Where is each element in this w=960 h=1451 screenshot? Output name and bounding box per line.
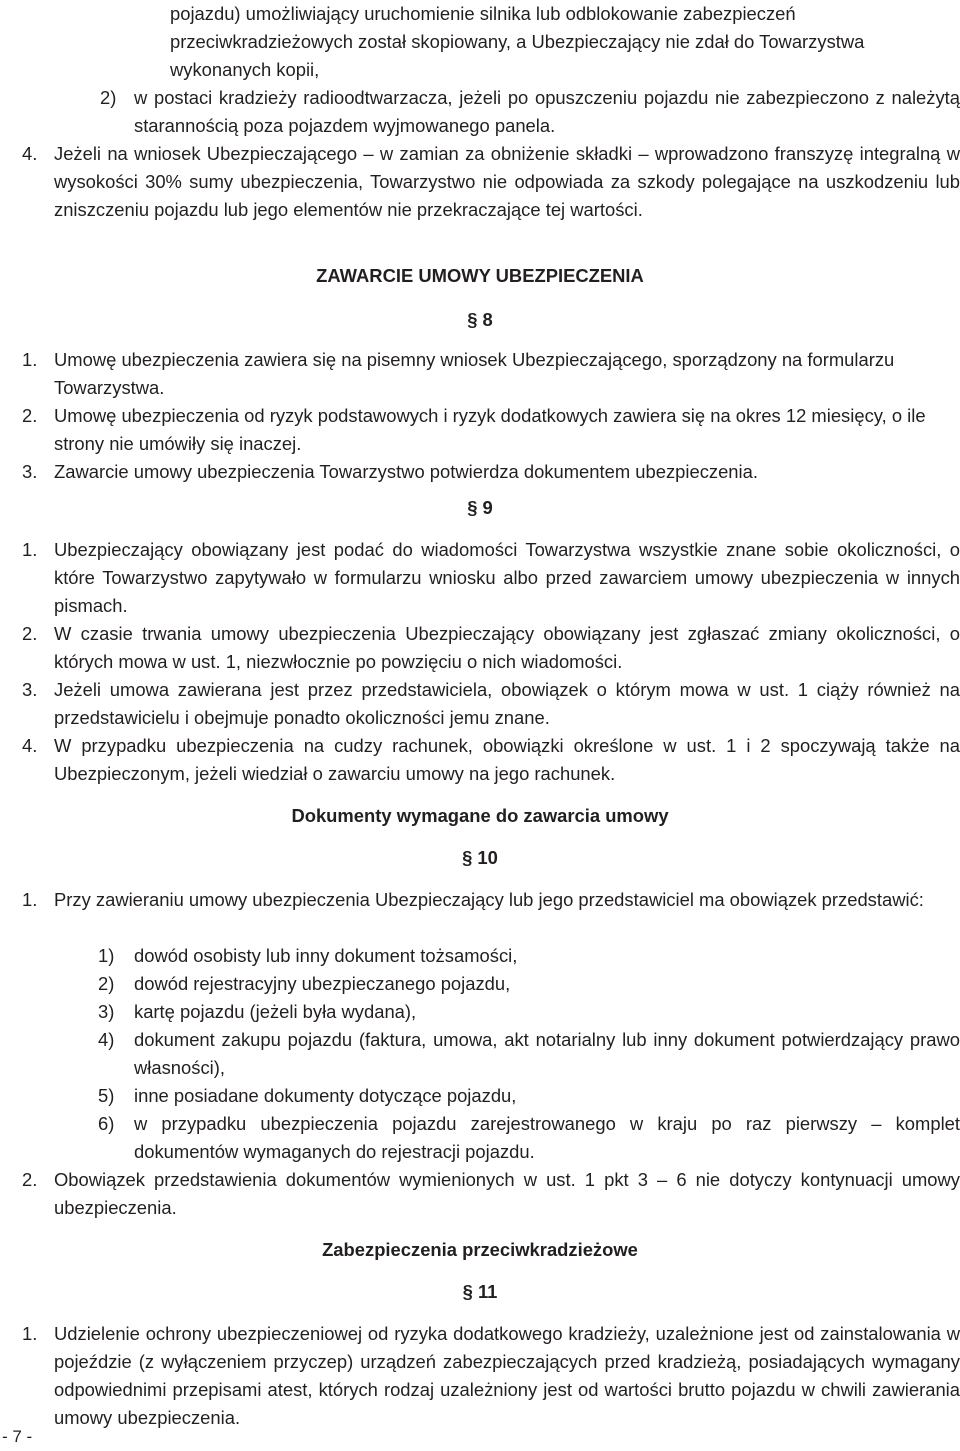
section-heading-dokumenty: Dokumenty wymagane do zawarcia umowy (291, 805, 669, 826)
item-number: 1. (22, 1323, 38, 1344)
item-number: 2. (22, 405, 38, 426)
item-text: W przypadku ubezpieczenia na cudzy rachunek, obowiązki określone w ust. 1 i 2 spoczywają także na Ubezpieczonym, jeżeli wiedział o zawarciu umowy na jego rachunek. (54, 735, 960, 784)
sub-item-number: 6) (98, 1113, 115, 1134)
item-text: Umowę ubezpieczenia zawiera się na pisemny wniosek Ubezpieczającego, sporządzony na formularzu Towarzystwa. (54, 349, 895, 398)
sub-item-text: dowód osobisty lub inny dokument tożsamości, (134, 945, 518, 966)
continuation-text: pojazdu) umożliwiający uruchomienie silnika lub odblokowanie zabezpieczeń przeciwkradzieżowych został skopiowany, a Ubezpieczający nie zdał do Towarzystwa wykonanych kopii, (170, 3, 865, 80)
item-text: W czasie trwania umowy ubezpieczenia Ubezpieczający obowiązany jest zgłaszać zmiany okoliczności, o których mowa w ust. 1, niezwłocznie po powzięciu o nich wiadomości. (54, 623, 960, 672)
paragraph-mark-9: § 9 (467, 497, 493, 518)
item-number: 1. (22, 889, 38, 910)
item-text: Jeżeli umowa zawierana jest przez przedstawiciela, obowiązek o którym mowa w ust. 1 ciąży również na przedstawicielu i obejmuje ponadto okoliczności jemu znane. (54, 679, 960, 728)
list-item (22, 536, 960, 620)
item-text: Obowiązek przedstawienia dokumentów wymienionych w ust. 1 pkt 3 – 6 nie dotyczy kontynuacji umowy ubezpieczenia. (54, 1169, 960, 1218)
item-number: 4. (22, 143, 38, 164)
list-item (22, 346, 960, 402)
sub-item-text: w przypadku ubezpieczenia pojazdu zarejestrowanego w kraju po raz pierwszy – komplet dokumentów wymaganych do rejestracji pojazdu. (134, 1113, 960, 1162)
dokumenty-sublist (98, 942, 960, 1166)
item-number: 1. (22, 539, 38, 560)
sub-item-text: inne posiadane dokumenty dotyczące pojazdu, (134, 1085, 517, 1106)
sub-item-number: 3) (98, 1001, 115, 1022)
item-number: 4. (22, 735, 38, 756)
sub-list-item (98, 1110, 960, 1166)
item-text: Przy zawieraniu umowy ubezpieczenia Ubezpieczający lub jego przedstawiciel ma obowiązek przedstawić: (54, 889, 924, 910)
paragraph-mark-8: § 8 (467, 309, 493, 330)
continuation-block (170, 0, 960, 84)
sub-item-number: 1) (98, 945, 115, 966)
zawarcie-list (22, 346, 960, 486)
item-text: Zawarcie umowy ubezpieczenia Towarzystwo potwierdza dokumentem ubezpieczenia. (54, 461, 758, 482)
item-text: w postaci kradzieży radioodtwarzacza, jeżeli po opuszczeniu pojazdu nie zabezpieczono z należytą starannością poza pojazdem wyjmowanego panela. (134, 87, 960, 136)
list-item (22, 458, 960, 486)
zabezpieczenia-item-1 (22, 1320, 960, 1432)
item-text: Jeżeli na wniosek Ubezpieczającego – w zamian za obniżenie składki – wprowadzono franszyzę integralną w wysokości 30% sumy ubezpieczenia, Towarzystwo nie odpowiada za szkody polegające na uszkodzeniu lub zniszczeniu pojazdu lub jego elementów nie przekraczające tej wartości. (54, 143, 960, 220)
paragraph-mark-11: § 11 (462, 1281, 498, 1302)
section-heading-zabezpieczenia: Zabezpieczenia przeciwkradzieżowe (322, 1239, 638, 1260)
top-item-4 (22, 140, 960, 224)
item-text: Ubezpieczający obowiązany jest podać do wiadomości Towarzystwa wszystkie znane sobie okoliczności, o które Towarzystwo zapytywało w formularzu wniosku albo przed zawarciem umowy ubezpieczenia w innych pismach. (54, 539, 960, 616)
sub-item-number: 2) (98, 973, 115, 994)
item-number: 2. (22, 1169, 38, 1190)
list-item (22, 402, 960, 458)
item-number: 3. (22, 461, 38, 482)
sub-list-item (98, 1082, 960, 1110)
paragraph-9-list (22, 536, 960, 788)
list-item (22, 620, 960, 676)
item-text: Udzielenie ochrony ubezpieczeniowej od ryzyka dodatkowego kradzieży, uzależnione jest od zainstalowania w pojeździe (z wyłączeniem przyczep) urządzeń zabezpieczających przed kradzieżą, posiadających wymagany odpowiednimi przepisami atest, których rodzaj uzależniony jest od wartości brutto pojazdu w chwili zawierania umowy ubezpieczenia. (54, 1323, 960, 1428)
sub-item-number: 5) (98, 1085, 115, 1106)
section-heading-zawarcie: ZAWARCIE UMOWY UBEZPIECZENIA (316, 265, 644, 286)
item-number: 1. (22, 349, 38, 370)
sub-item-text: dowód rejestracyjny ubezpieczanego pojazdu, (134, 973, 511, 994)
sub-list-item (98, 970, 960, 998)
list-item (22, 732, 960, 788)
page-number: - 7 - (2, 1427, 33, 1446)
item-text: Umowę ubezpieczenia od ryzyk podstawowych i ryzyk dodatkowych zawiera się na okres 12 miesięcy, o ile strony nie umówiły się inaczej. (54, 405, 926, 454)
top-item-2 (100, 84, 960, 140)
sub-list-item (98, 942, 960, 970)
paragraph-mark-10: § 10 (462, 847, 498, 868)
sub-item-number: 4) (98, 1029, 115, 1050)
item-number: 3. (22, 679, 38, 700)
sub-list-item (98, 998, 960, 1026)
item-number: 2) (100, 87, 117, 108)
dokumenty-item-1 (22, 886, 960, 914)
sub-list-item (98, 1026, 960, 1082)
list-item (22, 676, 960, 732)
sub-item-text: kartę pojazdu (jeżeli była wydana), (134, 1001, 417, 1022)
dokumenty-item-2 (22, 1166, 960, 1222)
sub-item-text: dokument zakupu pojazdu (faktura, umowa, akt notarialny lub inny dokument potwierdzający prawo własności), (134, 1029, 960, 1078)
item-number: 2. (22, 623, 38, 644)
